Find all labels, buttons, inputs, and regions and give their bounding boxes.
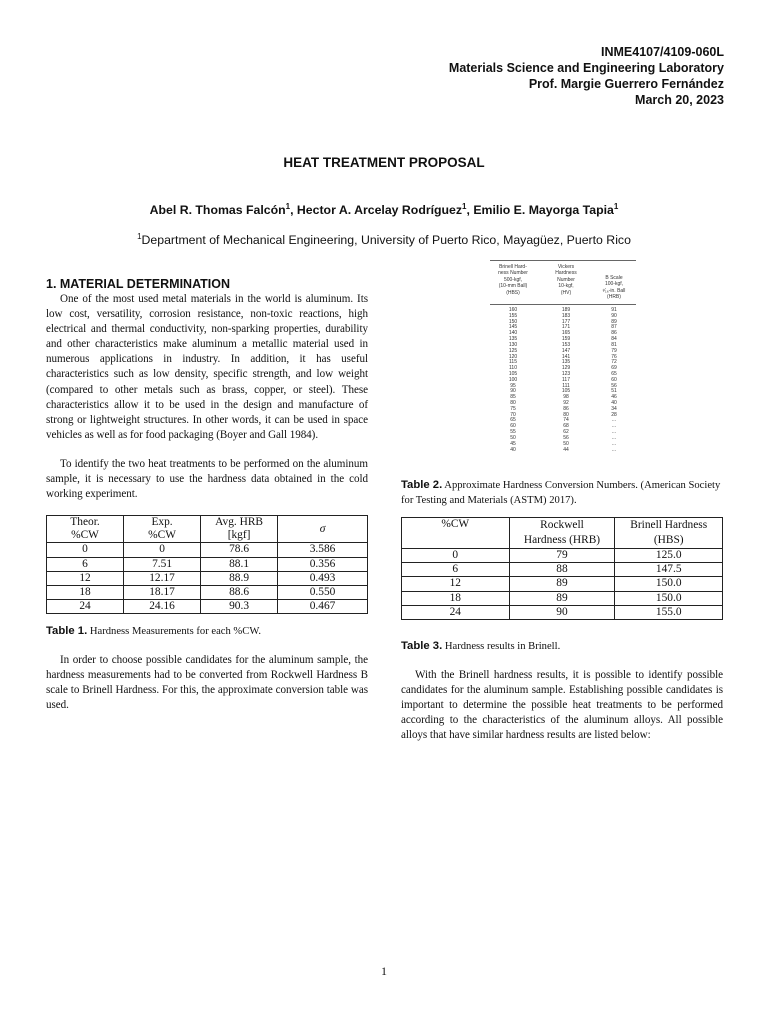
- conversion-cell: 171: [561, 324, 571, 331]
- conversion-cell: ...: [611, 440, 617, 447]
- table-header-row: [47, 516, 368, 543]
- table-row: [402, 549, 723, 563]
- table-row: [47, 571, 368, 585]
- conversion-cell: 65: [611, 370, 617, 377]
- conversion-cell: 89: [611, 318, 617, 325]
- conversion-cell: 159: [561, 336, 571, 343]
- table-cell: 90: [509, 605, 615, 619]
- conversion-cell: 69: [611, 365, 617, 372]
- affiliation-text: Department of Mechanical Engineering, University of Puerto Rico, Mayagüez, Puerto Rico: [141, 233, 631, 247]
- table-cell: 88: [509, 563, 615, 577]
- conversion-cell: 62: [563, 429, 569, 436]
- conversion-cell: 68: [563, 423, 569, 430]
- table-header-cell: Rockwell Hardness (HRB): [509, 518, 615, 549]
- conversion-cell: 150: [508, 318, 518, 325]
- conversion-cell: 40: [611, 400, 617, 406]
- conversion-cell: 165: [561, 330, 571, 337]
- table-cell: 0.467: [278, 600, 368, 614]
- conversion-cell: 160: [508, 307, 518, 313]
- table-row: [402, 605, 723, 619]
- table-rule: [490, 260, 636, 261]
- brinell-results-table: [401, 517, 723, 620]
- conversion-cell: 79: [611, 347, 617, 354]
- hrb-column: [592, 308, 636, 453]
- conversion-column-header: [544, 264, 588, 296]
- conversion-cell: 56: [563, 434, 569, 441]
- body-paragraph: One of the most used metal materials in the world is aluminum. Its low cost, versatility, corrosion resistance, non-toxic reactions, high electrical and thermal conductivity, non-sparking properties, durability and other characteristics make aluminum a metallic material used in numerous applications in industry. In addition, it has useful characteristics such as low density, specific strength, and low weight (compared to other metals such as brass, copper, or steel). These characteristics allow it to be used in the design and manufacture of strong or lightweight structures. In other words, it can be used in space vehicles as well as for food packaging (Boyer and Gall 1984).: [46, 293, 368, 441]
- table-rule: [490, 304, 636, 305]
- professor-name: Prof. Margie Guerrero Fernández: [528, 77, 724, 91]
- conversion-cell: 74: [563, 417, 569, 424]
- conversion-cell: ...: [611, 423, 617, 430]
- course-code: INME4107/4109-060L: [601, 45, 724, 59]
- vickers-column: [544, 308, 588, 453]
- conversion-cell: 76: [611, 353, 617, 360]
- table-cell: 12: [47, 571, 124, 585]
- table-cell: 0.550: [278, 586, 368, 600]
- table-header-cell: Theor. %CW: [47, 516, 124, 543]
- conversion-cell: 110: [509, 365, 517, 372]
- author-list: Abel R. Thomas Falcón$^1$, Hector A. Arcelay Rodríguez$^1$, Emilio E. Mayorga Tapia$^1$: [149, 201, 619, 217]
- conversion-cell: 87: [611, 324, 617, 331]
- section-heading: 1. MATERIAL DETERMINATION: [46, 277, 231, 291]
- table-cell: 0: [47, 543, 124, 557]
- conversion-cell: 91: [611, 307, 617, 313]
- conversion-cell: 115: [509, 359, 517, 366]
- caption-text: Approximate Hardness Conversion Numbers. (American Society for Testing and Materials (ASTM) 2017).: [401, 480, 721, 506]
- table-cell: 88.9: [201, 571, 278, 585]
- body-paragraph: To identify the two heat treatments to be performed on the aluminum sample, it is necessary to use the hardness data obtained in the cold working experiment.: [46, 458, 368, 501]
- conversion-cell: 183: [561, 312, 571, 319]
- table-cell: 0.356: [278, 557, 368, 571]
- conversion-cell: ...: [611, 434, 617, 441]
- table-cell: 89: [509, 577, 615, 591]
- table-cell: 0: [124, 543, 201, 557]
- lab-name: Materials Science and Engineering Laboratory: [448, 61, 724, 75]
- author-name: Abel R. Thomas Falcón: [149, 203, 286, 217]
- table-cell: 0.493: [278, 571, 368, 585]
- conversion-cell: 90: [510, 388, 516, 395]
- conversion-cell: ...: [611, 446, 617, 453]
- caption-label: Table 3.: [401, 640, 443, 652]
- conversion-cell: 130: [508, 341, 518, 348]
- conversion-cell: 135: [508, 336, 518, 343]
- table-cell: 7.51: [124, 557, 201, 571]
- table-row: [47, 543, 368, 557]
- conversion-cell: 100: [508, 376, 518, 383]
- conversion-cell: 80: [563, 411, 569, 418]
- conversion-cell: 120: [508, 353, 518, 360]
- table-cell: 90.3: [201, 600, 278, 614]
- table-cell: 150.0: [615, 577, 723, 591]
- conversion-cell: 60: [611, 376, 617, 383]
- table-cell: 12: [402, 577, 510, 591]
- conversion-cell: 40: [510, 446, 516, 453]
- hardness-conversion-table: [490, 260, 636, 476]
- conversion-column-header-text: Vickers Hardness Number 10-kgf, (HV): [555, 264, 577, 296]
- conversion-cell: 86: [563, 405, 569, 412]
- table-cell: 0: [402, 549, 510, 563]
- conversion-cell: 145: [508, 324, 518, 331]
- conversion-column-header: [592, 275, 636, 301]
- table-cell: 3.586: [278, 543, 368, 557]
- table-cell: 79: [509, 549, 615, 563]
- paper-title: HEAT TREATMENT PROPOSAL: [283, 155, 485, 170]
- conversion-cell: 84: [611, 336, 617, 343]
- table-cell: 18: [402, 591, 510, 605]
- table-cell: 88.1: [201, 557, 278, 571]
- table-cell: 150.0: [615, 591, 723, 605]
- table-cell: 88.6: [201, 586, 278, 600]
- conversion-cell: 28: [611, 411, 617, 418]
- conversion-column-header: [490, 264, 536, 296]
- conversion-cell: 70: [510, 411, 516, 418]
- table-cell: 78.6: [201, 543, 278, 557]
- conversion-cell: 81: [611, 341, 617, 348]
- conversion-cell: 44: [563, 446, 569, 453]
- table-cell: 12.17: [124, 571, 201, 585]
- caption-label: Table 2.: [401, 479, 443, 491]
- affiliation: [0, 233, 768, 247]
- table-cell: 6: [402, 563, 510, 577]
- table-header-cell: Avg. HRB [kgf]: [201, 516, 278, 543]
- table-cell: 6: [47, 557, 124, 571]
- conversion-cell: 141: [561, 353, 571, 360]
- conversion-cell: ...: [611, 429, 617, 436]
- conversion-column-header-text: B Scale 100-kgf, ¹⁄₁₆-in. Ball (HRB): [602, 275, 626, 301]
- table-row: [402, 591, 723, 605]
- conversion-cell: 189: [561, 307, 571, 313]
- table-3-caption: [401, 640, 560, 652]
- conversion-cell: 155: [508, 312, 518, 319]
- table-2-caption: [401, 478, 723, 508]
- conversion-cell: ...: [611, 417, 617, 424]
- conversion-cell: 72: [611, 359, 617, 366]
- conversion-cell: 75: [510, 405, 516, 412]
- table-cell: 24: [47, 600, 124, 614]
- conversion-column-header-text: Brinell Hard- ness Number 500-kgf, (10-mm Ball) (HBS): [498, 264, 528, 296]
- caption-text: Hardness results in Brinell.: [442, 641, 561, 652]
- body-paragraph: With the Brinell hardness results, it is possible to identify possible candidates for the aluminum sample. Establishing possible candidates is important to determine the possible heat treatments to be performed according to the characteristics of the aluminum alloys. All possible alloys that have similar hardness results are listed below:: [401, 669, 723, 742]
- author-affiliation-mark: 1: [613, 201, 619, 211]
- conversion-cell: 34: [611, 405, 617, 412]
- table-header-cell: σ: [278, 516, 368, 543]
- caption-label: Table 1.: [46, 625, 88, 637]
- conversion-cell: 125: [508, 347, 518, 354]
- conversion-cell: 129: [561, 365, 571, 372]
- table-1-caption: [46, 625, 261, 637]
- author-affiliation-mark: 1: [462, 201, 467, 211]
- author-name: Hector A. Arcelay Rodríguez: [296, 203, 463, 217]
- table-row: [47, 557, 368, 571]
- author-name: Emilio E. Mayorga Tapia: [473, 203, 614, 217]
- document-date: March 20, 2023: [635, 93, 724, 107]
- conversion-cell: 123: [561, 370, 571, 377]
- table-header-cell: Exp. %CW: [124, 516, 201, 543]
- table-cell: 89: [509, 591, 615, 605]
- table-row: [47, 586, 368, 600]
- affiliation-mark: 1: [137, 231, 142, 241]
- conversion-cell: 56: [611, 382, 617, 389]
- table-header-cell: %CW: [402, 518, 510, 549]
- conversion-cell: 86: [611, 330, 617, 337]
- table-cell: 24.16: [124, 600, 201, 614]
- table-cell: 155.0: [615, 605, 723, 619]
- conversion-cell: 140: [508, 330, 518, 337]
- conversion-cell: 50: [563, 440, 569, 447]
- conversion-cell: 85: [510, 394, 516, 401]
- caption-text: Hardness Measurements for each %CW.: [87, 626, 261, 637]
- conversion-cell: 50: [510, 434, 516, 441]
- conversion-cell: 55: [510, 429, 516, 436]
- document-header: [449, 44, 724, 108]
- conversion-cell: 95: [510, 382, 516, 389]
- table-cell: 18.17: [124, 586, 201, 600]
- conversion-cell: 177: [561, 318, 571, 325]
- brinell-column: [490, 308, 536, 453]
- conversion-cell: 45: [510, 440, 516, 447]
- conversion-cell: 80: [510, 400, 516, 406]
- conversion-cell: 65: [510, 417, 516, 424]
- conversion-cell: 98: [563, 394, 569, 401]
- body-paragraph: In order to choose possible candidates for the aluminum sample, the hardness measurements had to be converted from Rockwell Hardness B scale to Brinell Hardness. For this, the approximate conversion table was used.: [46, 654, 368, 712]
- conversion-cell: 105: [561, 388, 571, 395]
- conversion-cell: 135: [561, 359, 571, 366]
- conversion-cell: 90: [611, 312, 617, 319]
- table-cell: 147.5: [615, 563, 723, 577]
- table-row: [47, 600, 368, 614]
- table-header-cell: Brinell Hardness (HBS): [615, 518, 723, 549]
- table-row: [402, 577, 723, 591]
- page-number: 1: [381, 964, 387, 978]
- table-row: [402, 563, 723, 577]
- conversion-cell: 105: [508, 370, 518, 377]
- conversion-cell: 51: [611, 388, 617, 395]
- table-cell: 18: [47, 586, 124, 600]
- table-header-row: [402, 518, 723, 549]
- hardness-measurements-table: [46, 515, 368, 614]
- conversion-cell: 117: [562, 376, 570, 383]
- conversion-cell: 147: [561, 347, 571, 354]
- conversion-cell: 111: [562, 382, 570, 389]
- conversion-cell: 60: [510, 423, 516, 430]
- conversion-cell: 153: [561, 341, 571, 348]
- conversion-cell: 92: [563, 400, 569, 406]
- author-affiliation-mark: 1: [285, 201, 291, 211]
- conversion-cell: 46: [611, 394, 617, 401]
- table-cell: 24: [402, 605, 510, 619]
- table-cell: 125.0: [615, 549, 723, 563]
